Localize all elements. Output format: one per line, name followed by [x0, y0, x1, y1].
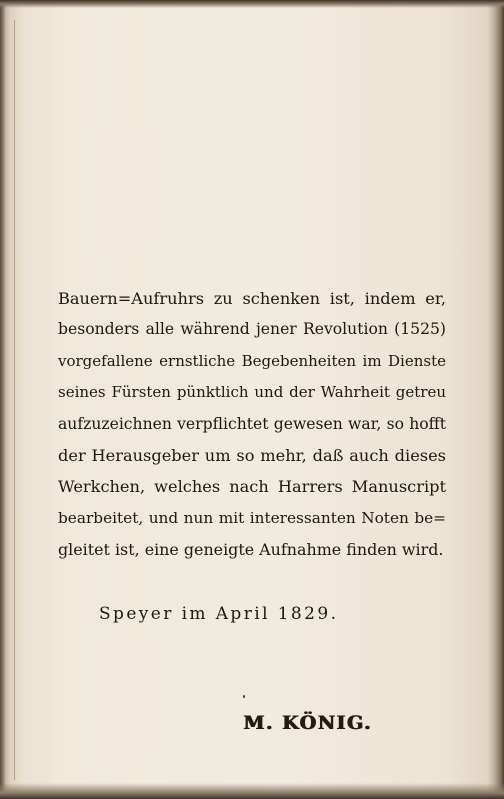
page-gutter-left [0, 0, 22, 799]
text-line: besonders alle während jener Revolution (1525) [58, 320, 446, 339]
signature-stamp: M. KÖNIG. [243, 712, 372, 734]
text-line: bearbeitet, und nun mit interessanten Noten be= [58, 508, 446, 527]
text-line: seines Fürsten pünktlich und der Wahrheit getreu [58, 383, 446, 402]
ink-speck [243, 695, 245, 698]
page-edge-right [488, 0, 504, 799]
dateline: Speyer im April 1829. [99, 604, 339, 624]
page-edge-bottom [0, 783, 504, 799]
text-line: gleitet ist, eine geneigte Aufnahme finden wird. [58, 540, 444, 560]
text-line: Bauern=Aufruhrs zu schenken ist, indem er, [58, 289, 446, 308]
text-line: Werkchen, welches nach Harrers Manuscript [58, 477, 446, 497]
gutter-line [14, 20, 15, 780]
text-line: vorgefallene ernstliche Begebenheiten im Dienste [58, 351, 446, 370]
text-line: aufzuzeichnen verpflichtet gewesen war, so hofft [58, 414, 446, 433]
page-edge-top [0, 0, 504, 8]
text-line: der Herausgeber um so mehr, daß auch dieses [58, 445, 446, 465]
body-text [58, 283, 446, 566]
